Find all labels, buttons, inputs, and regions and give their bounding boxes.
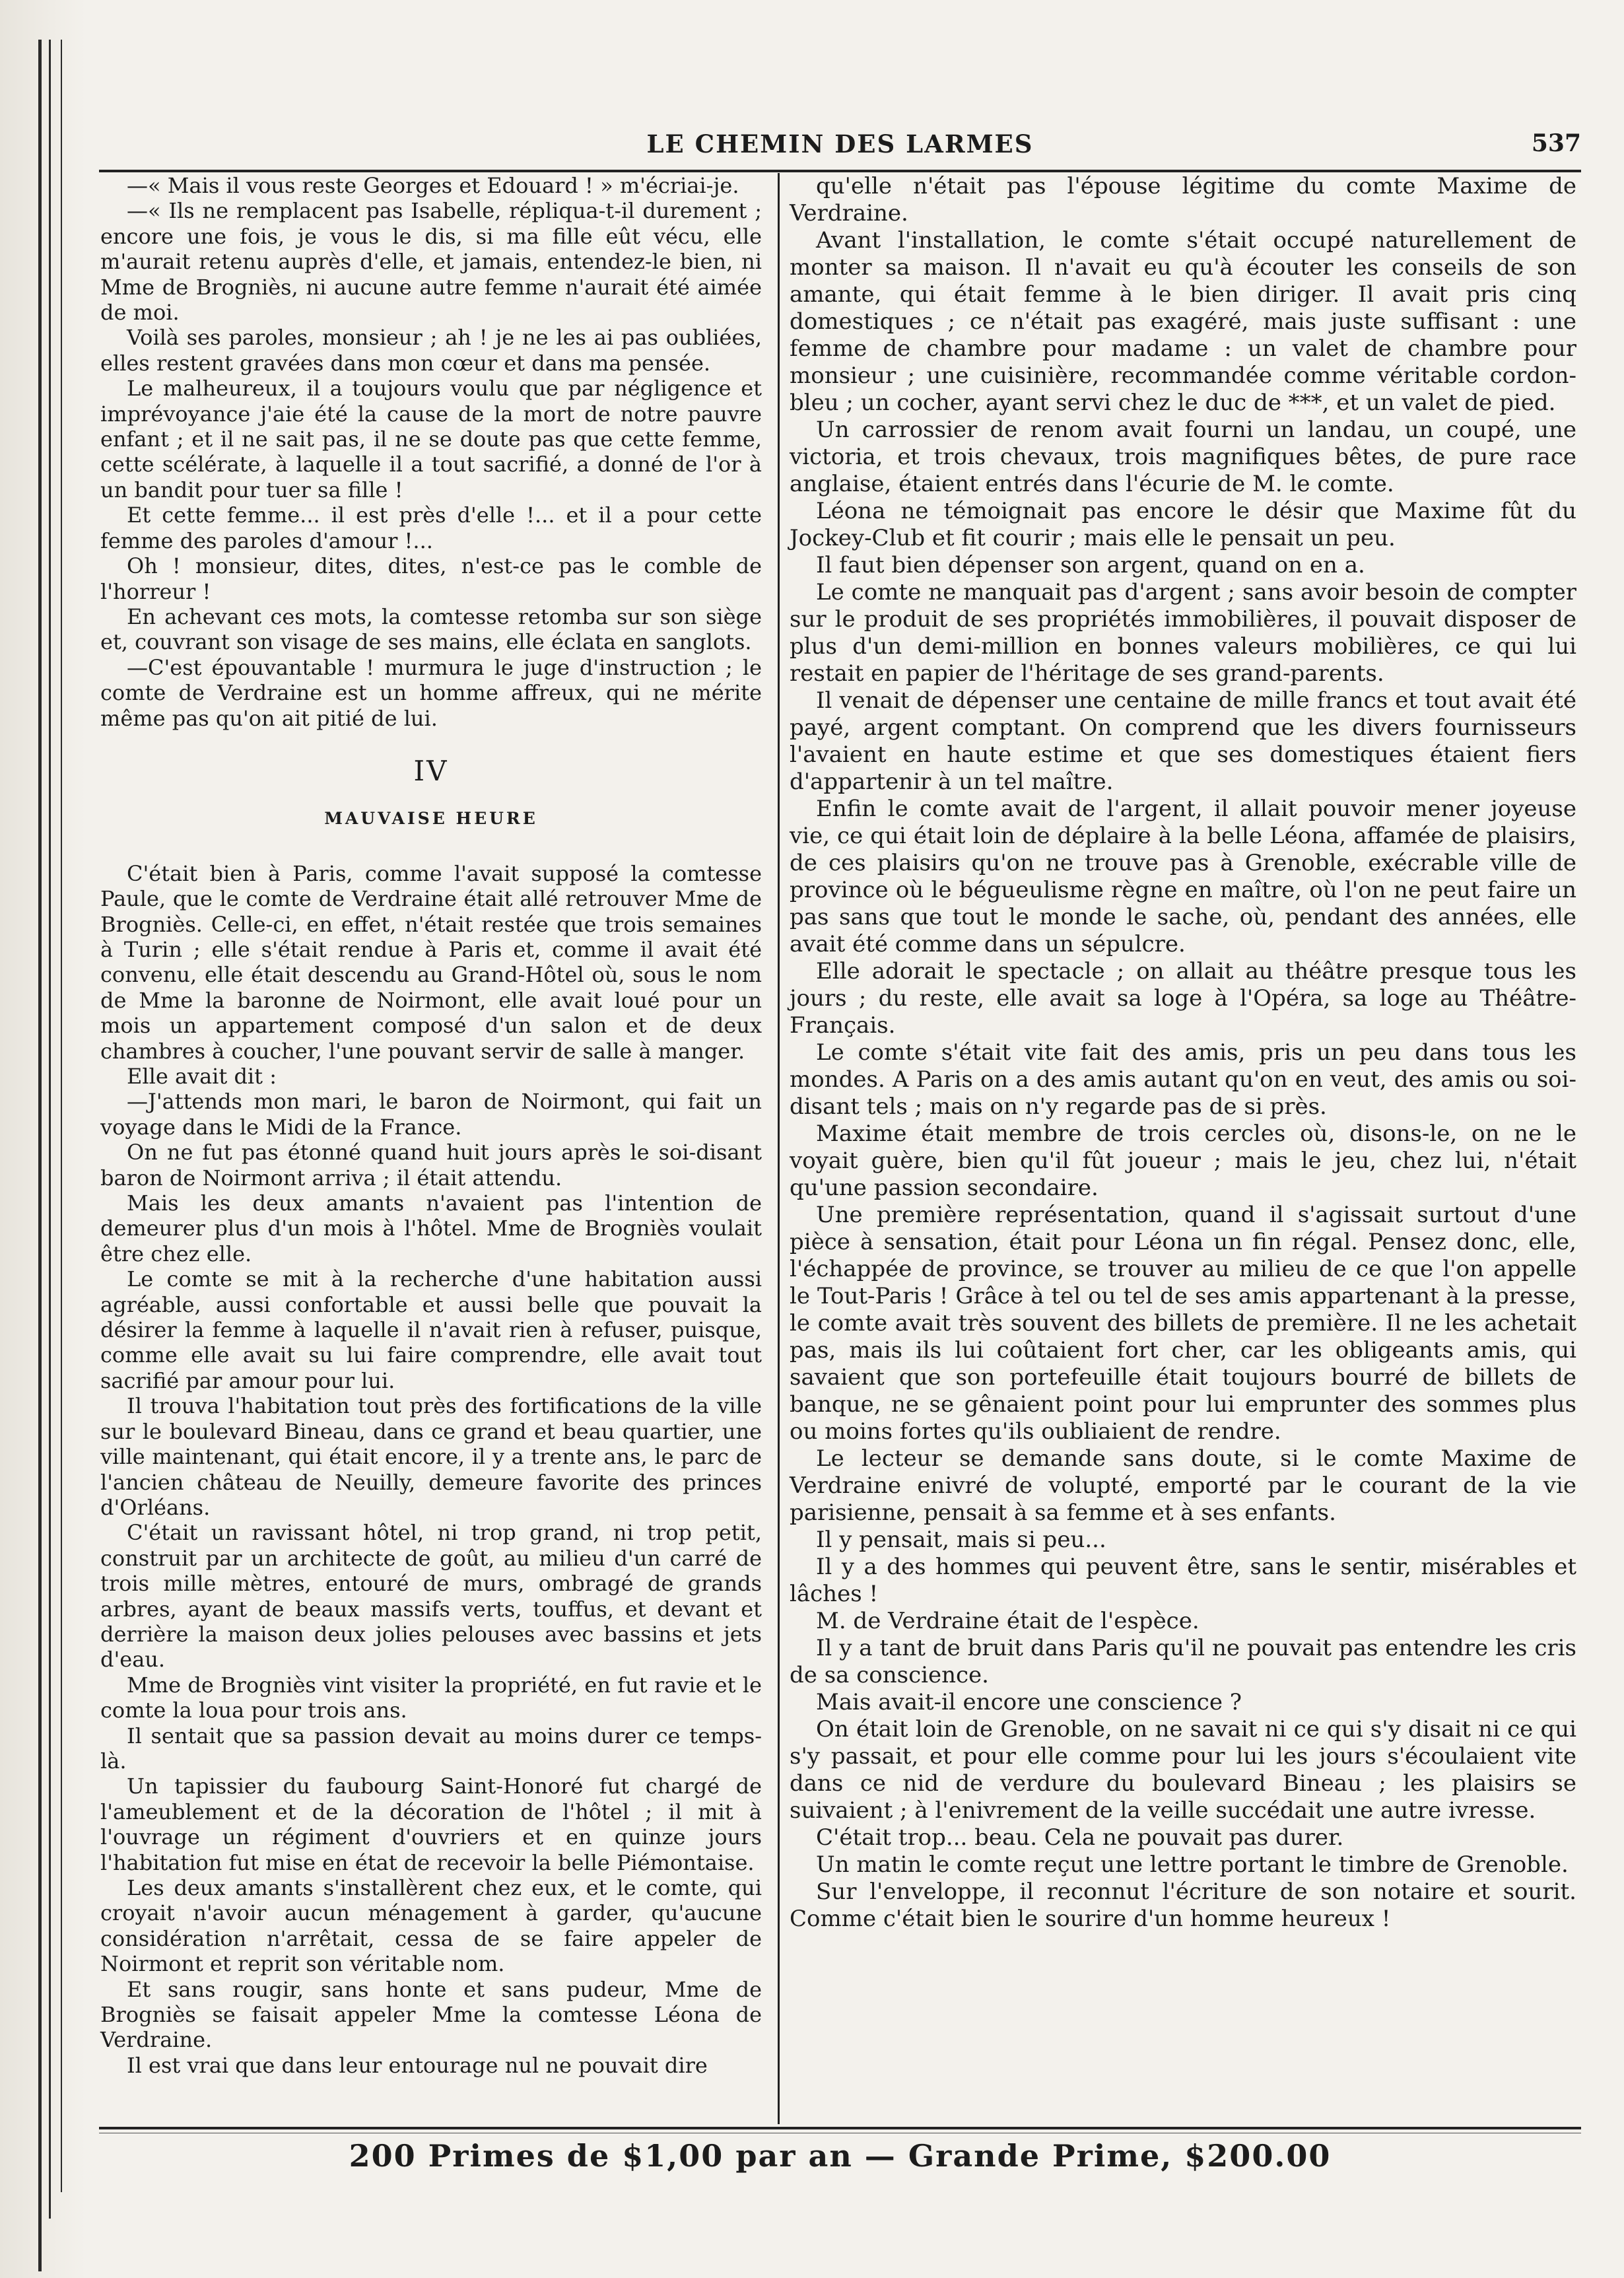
paragraph: C'était bien à Paris, comme l'avait supposé la comtesse Paule, que le comte de Verdraine était allé retrouver Mme de Brogniès. Celle-ci, en effet, n'était restée que trois semaines à Turin ; elle s'était rendue à Paris et, comme il avait été convenu, elle était descendu au Grand-Hôtel où, sous le nom de Mme la baronne de Noirmont, elle avait loué pour un mois un appartement composé d'un salon et de deux chambres à coucher, l'une pouvant servir de salle à manger. [100, 860, 762, 1064]
paragraph: Elle adorait le spectacle ; on allait au théâtre presque tous les jours ; du reste, elle avait sa loge à l'Opéra, sa loge au Théâtre-Français. [790, 958, 1576, 1039]
paragraph: On ne fut pas étonné quand huit jours après le soi-disant baron de Noirmont arriva ; il était attendu. [100, 1140, 762, 1191]
paragraph: Le malheureux, il a toujours voulu que par négligence et imprévoyance j'aie été la cause de la mort de notre pauvre enfant ; et il ne sait pas, il ne se doute pas que cette femme, cette scélérate, à laquelle il a tout sacrifié, a donné de l'or à un bandit pour tuer sa fille ! [100, 376, 762, 502]
paragraph: Léona ne témoignait pas encore le désir que Maxime fût du Jockey-Club et fit courir ; mais elle le pensait un peu. [790, 498, 1576, 551]
section-title: IV [413, 754, 449, 787]
margin-rule [49, 40, 51, 2219]
paragraph: Il faut bien dépenser son argent, quand on en a. [816, 552, 1365, 578]
paragraph: Un tapissier du faubourg Saint-Honoré fut chargé de l'ameublement et de la décoration de l'hôtel ; il mit à l'ouvrage un régiment d'ouvriers et en quinze jours l'habitation fut mise en état de recevoir la belle Piémontaise. [100, 1774, 762, 1875]
section-subtitle: MAUVAISE HEURE [324, 809, 538, 829]
paragraph: Il trouva l'habitation tout près des fortifications de la ville sur le boulevard Bineau, dans ce grand et beau quartier, une ville maintenant, qui était encore, il y a trente ans, le parc de l'ancien château de Neuilly, demeure favorite des princes d'Orléans. [100, 1393, 762, 1520]
page-number: 537 [1531, 129, 1581, 157]
paragraph: Le lecteur se demande sans doute, si le comte Maxime de Verdraine enivré de volupté, emporté par le courant de la vie parisienne, pensait à sa femme et à ses enfants. [790, 1445, 1576, 1526]
left-column-text [100, 173, 762, 731]
paragraph: Elle avait dit : [127, 1064, 277, 1089]
paragraph: —J'attends mon mari, le baron de Noirmont, qui fait un voyage dans le Midi de la France. [100, 1089, 762, 1140]
right-column [790, 173, 1576, 1933]
page-header [99, 129, 1581, 169]
left-column-text [100, 861, 762, 2079]
paragraph: Le comte se mit à la recherche d'une habitation aussi agréable, aussi confortable et aussi belle que pouvait la désirer la femme à laquelle il n'avait rien à refuser, puisque, comme elle avait su lui faire comprendre, elle avait tout sacrifié par amour pour lui. [100, 1266, 762, 1393]
paragraph: Le comte ne manquait pas d'argent ; sans avoir besoin de compter sur le produit de ses propriétés immobilières, il pouvait disposer de plus d'un demi-million en bonnes valeurs mobilières, ce qui lui restait en papier de l'héritage de ses grand-parents. [790, 579, 1576, 687]
paragraph: —« Mais il vous reste Georges et Edouard ! » m'écriai-je. [127, 173, 739, 198]
right-column-text [790, 173, 1576, 1933]
paragraph: Il sentait que sa passion devait au moins durer ce temps-là. [100, 1723, 762, 1774]
paragraph: Le comte s'était vite fait des amis, pris un peu dans tous les mondes. A Paris on a des amis autant qu'on en veut, des amis ou soi-disant tels ; mais on n'y regarde pas de si près. [790, 1039, 1576, 1120]
paragraph: qu'elle n'était pas l'épouse légitime du comte Maxime de Verdraine. [790, 173, 1576, 226]
paragraph: C'était un ravissant hôtel, ni trop grand, ni trop petit, construit par un architecte de goût, au milieu d'un carré de trois mille mètres, entouré de murs, ombragé de grands arbres, ayant de beaux massifs verts, touffus, et devant et derrière la maison deux jolies pelouses avec bassins et jets d'eau. [100, 1520, 762, 1673]
paragraph: Voilà ses paroles, monsieur ; ah ! je ne les ai pas oubliées, elles restent gravées dans mon cœur et dans ma pensée. [100, 325, 762, 376]
paragraph: Il est vrai que dans leur entourage nul ne pouvait dire [127, 2052, 708, 2078]
paragraph: Mais les deux amants n'avaient pas l'intention de demeurer plus d'un mois à l'hôtel. Mme de Brogniès voulait être chez elle. [100, 1191, 762, 1266]
paragraph: Il y a des hommes qui peuvent être, sans le sentir, misérables et lâches ! [790, 1554, 1576, 1607]
binding-edge [0, 0, 86, 2278]
paragraph: Mme de Brogniès vint visiter la propriété, en fut ravie et le comte la loua pour trois ans. [100, 1672, 762, 1723]
paragraph: Un carrossier de renom avait fourni un landau, un coupé, une victoria, et trois chevaux, trois magnifiques bêtes, de pure race anglaise, étaient entrés dans l'écurie de M. le comte. [790, 417, 1576, 497]
paragraph: Mais avait-il encore une conscience ? [816, 1689, 1242, 1715]
paragraph: —C'est épouvantable ! murmura le juge d'instruction ; le comte de Verdraine est un homme affreux, qui ne mérite même pas qu'on ait pitié de lui. [100, 654, 762, 731]
paragraph: Un matin le comte reçut une lettre portant le timbre de Grenoble. [816, 1851, 1569, 1878]
paragraph: Les deux amants s'installèrent chez eux, et le comte, qui croyait n'avoir aucun ménagement à garder, qu'aucune considération n'arrêtait, cessa de se faire appeler de Noirmont et reprit son véritable nom. [100, 1875, 762, 1977]
paragraph: C'était trop... beau. Cela ne pouvait pas durer. [816, 1824, 1344, 1851]
paragraph: Une première représentation, quand il s'agissait surtout d'une pièce à sensation, était pour Léona un fin régal. Pensez donc, elle, l'échappée de province, se trouver au milieu de ce que l'on appelle le Tout-Paris ! Grâce à tel ou tel de ses amis appartenant à la presse, le comte avait très souvent des billets de première. Il ne les achetait pas, mais ils lui coûtaient fort cher, car les obligeants amis, qui savaient que son portefeuille était toujours bourré de billets de banque, ne se gênaient point pour lui emprunter des sommes plus ou moins fortes qu'ils oubliaient de rendre. [790, 1202, 1576, 1445]
paragraph: M. de Verdraine était de l'espèce. [816, 1608, 1200, 1634]
paragraph: Il y a tant de bruit dans Paris qu'il ne pouvait pas entendre les cris de sa conscience. [790, 1635, 1576, 1688]
paragraph: Oh ! monsieur, dites, dites, n'est-ce pas le comble de l'horreur ! [100, 553, 762, 604]
paragraph: Sur l'enveloppe, il reconnut l'écriture de son notaire et sourit. Comme c'était bien le sourire d'un homme heureux ! [790, 1879, 1576, 1932]
paragraph: Il y pensait, mais si peu... [816, 1527, 1106, 1553]
paragraph: En achevant ces mots, la comtesse retomba sur son siège et, couvrant son visage de ses mains, elle éclata en sanglots. [100, 604, 762, 655]
running-title: LE CHEMIN DES LARMES [646, 129, 1034, 158]
paragraph: Et cette femme... il est près d'elle !... et il a pour cette femme des paroles d'amour !... [100, 502, 762, 553]
paragraph: Et sans rougir, sans honte et sans pudeur, Mme de Brogniès se faisait appeler Mme la comtesse Léona de Verdraine. [100, 1976, 762, 2053]
margin-rule [38, 40, 42, 2271]
header-rule [99, 170, 1581, 172]
paragraph: —« Ils ne remplacent pas Isabelle, répliqua-t-il durement ; encore une fois, je vous le dis, si ma fille eût vécu, elle m'aurait retenu auprès d'elle, et jamais, entendez-le bien, ni Mme de Brogniès, ni aucune autre femme n'aurait été aimée de moi. [100, 198, 762, 326]
paragraph: Enfin le comte avait de l'argent, il allait pouvoir mener joyeuse vie, ce qui était loin de déplaire à la belle Léona, affamée de plaisirs, de ces plaisirs qu'on ne trouve pas à Grenoble, exécrable ville de province où le bégueulisme règne en maître, où l'on ne peut faire un pas sans que tout le monde le sache, où, pendant des années, elle avait été comme dans un sépulcre. [790, 796, 1576, 957]
column-rule [778, 173, 780, 2124]
margin-rule [61, 40, 62, 2192]
paragraph: On était loin de Grenoble, on ne savait ni ce qui s'y disait ni ce qui s'y passait, et pour elle comme pour lui les jours s'écoulaient vite dans ce nid de verdure du boulevard Bineau ; les plaisirs se suivaient ; à l'enivrement de la veille succédait une autre ivresse. [790, 1716, 1576, 1824]
paragraph: Avant l'installation, le comte s'était occupé naturellement de monter sa maison. Il n'avait eu qu'à écouter les conseils de son amante, qui était femme à le bien diriger. Il avait pris cinq domestiques ; ce n'était pas exagéré, mais juste suffisant : une femme de chambre pour madame : un valet de chambre pour monsieur ; une cuisinière, recommandée comme véritable cordon-bleu ; un cocher, ayant servi chez le duc de ***, et un valet de pied. [790, 227, 1576, 416]
footer-rule [99, 2127, 1581, 2129]
left-column [100, 173, 762, 2078]
paragraph: Il venait de dépenser une centaine de mille francs et tout avait été payé, argent comptant. On comprend que les divers fournisseurs l'avaient en haute estime et que ses domestiques étaient fiers d'appartenir à un tel maître. [790, 687, 1576, 795]
paragraph: Maxime était membre de trois cercles où, disons-le, on ne le voyait guère, bien qu'il fût joueur ; mais le jeu, chez lui, n'était qu'une passion secondaire. [790, 1121, 1576, 1201]
footer-advertisement: 200 Primes de $1,00 par an — Grande Prime, $200.00 [349, 2138, 1332, 2174]
